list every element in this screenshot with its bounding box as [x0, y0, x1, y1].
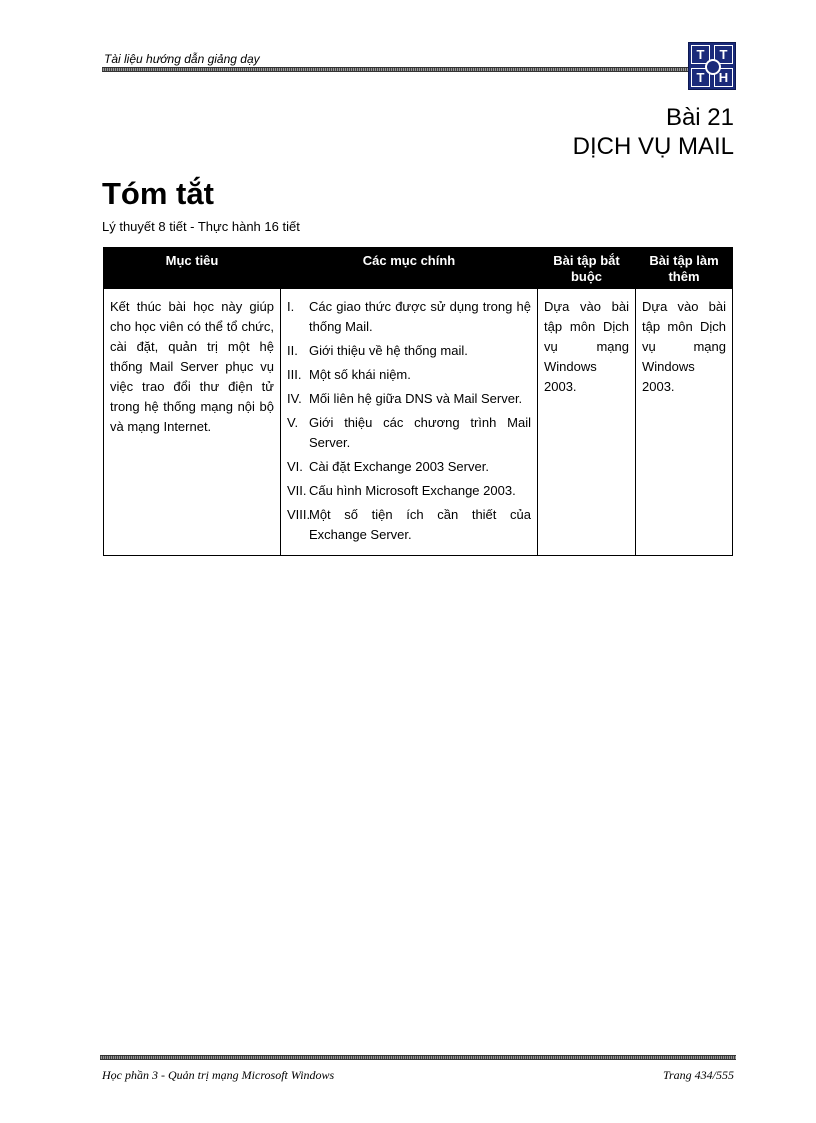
list-item-number: I.	[287, 299, 295, 314]
header-objectives: Mục tiêu	[104, 248, 281, 289]
section-title: Tóm tắt	[102, 176, 214, 211]
list-item-text: Cấu hình Microsoft Exchange 2003.	[309, 483, 516, 498]
list-item	[287, 341, 531, 361]
list-item	[287, 365, 531, 385]
list-item-number: VIII.	[287, 507, 311, 522]
table-header-row	[104, 248, 733, 289]
footer-rule	[100, 1055, 736, 1060]
header-required-exercises: Bài tập bắt buộc	[538, 248, 636, 289]
list-item-number: VII.	[287, 483, 307, 498]
list-item-text: Một số tiện ích cần thiết của Exchange Server.	[309, 507, 531, 542]
list-item	[287, 481, 531, 501]
list-item	[287, 505, 531, 545]
list-item-text: Giới thiệu về hệ thống mail.	[309, 343, 468, 358]
document-header-label: Tài liệu hướng dẫn giảng dạy	[104, 52, 260, 66]
topics-cell	[281, 289, 538, 556]
footer-page-number: Trang 434/555	[662, 1068, 734, 1082]
logo-letter: T	[691, 45, 710, 64]
list-item-text: Cài đặt Exchange 2003 Server.	[309, 459, 489, 474]
objective-cell: Kết thúc bài học này giúp cho học viên có thể tổ chức, cài đặt, quản trị một hệ thống Mail Server phục vụ việc trao đổi thư điện tử trong hệ thống mạng nội bộ và mạng Internet.	[104, 289, 281, 556]
list-item-number: IV.	[287, 391, 302, 406]
extra-exercise-cell: Dựa vào bài tập môn Dịch vụ mạng Windows 2003.	[636, 289, 733, 556]
logo-letter: T	[691, 68, 710, 87]
required-exercise-cell: Dựa vào bài tập môn Dịch vụ mạng Windows 2003.	[538, 289, 636, 556]
logo-letter: H	[714, 68, 733, 87]
footer-course: Học phần 3 - Quản trị mạng Microsoft Windows	[102, 1068, 335, 1082]
section-subtitle: Lý thuyết 8 tiết - Thực hành 16 tiết	[102, 219, 300, 234]
list-item-number: II.	[287, 343, 298, 358]
list-item	[287, 457, 531, 477]
header-extra-exercises: Bài tập làm thêm	[636, 248, 733, 289]
logo-letter: T	[714, 45, 733, 64]
list-item-text: Giới thiệu các chương trình Mail Server.	[309, 415, 531, 450]
list-item-number: V.	[287, 415, 299, 430]
list-item	[287, 413, 531, 453]
list-item-number: III.	[287, 367, 302, 382]
lesson-title: DỊCH VỤ MAIL	[572, 133, 734, 160]
list-item	[287, 389, 531, 409]
list-item-text: Một số khái niệm.	[309, 367, 411, 382]
logo-ring-icon	[705, 59, 721, 75]
list-item-number: VI.	[287, 459, 303, 474]
topics-list	[287, 297, 531, 545]
list-item-text: Mối liên hệ giữa DNS và Mail Server.	[309, 391, 523, 406]
publisher-logo	[688, 42, 736, 90]
header-rule	[102, 67, 688, 72]
lesson-number: Bài 21	[665, 104, 734, 131]
header-main-topics: Các mục chính	[281, 248, 538, 289]
list-item	[287, 297, 531, 337]
summary-table	[103, 247, 733, 556]
table-row	[104, 289, 733, 556]
list-item-text: Các giao thức được sử dụng trong hệ thống Mail.	[309, 299, 531, 334]
